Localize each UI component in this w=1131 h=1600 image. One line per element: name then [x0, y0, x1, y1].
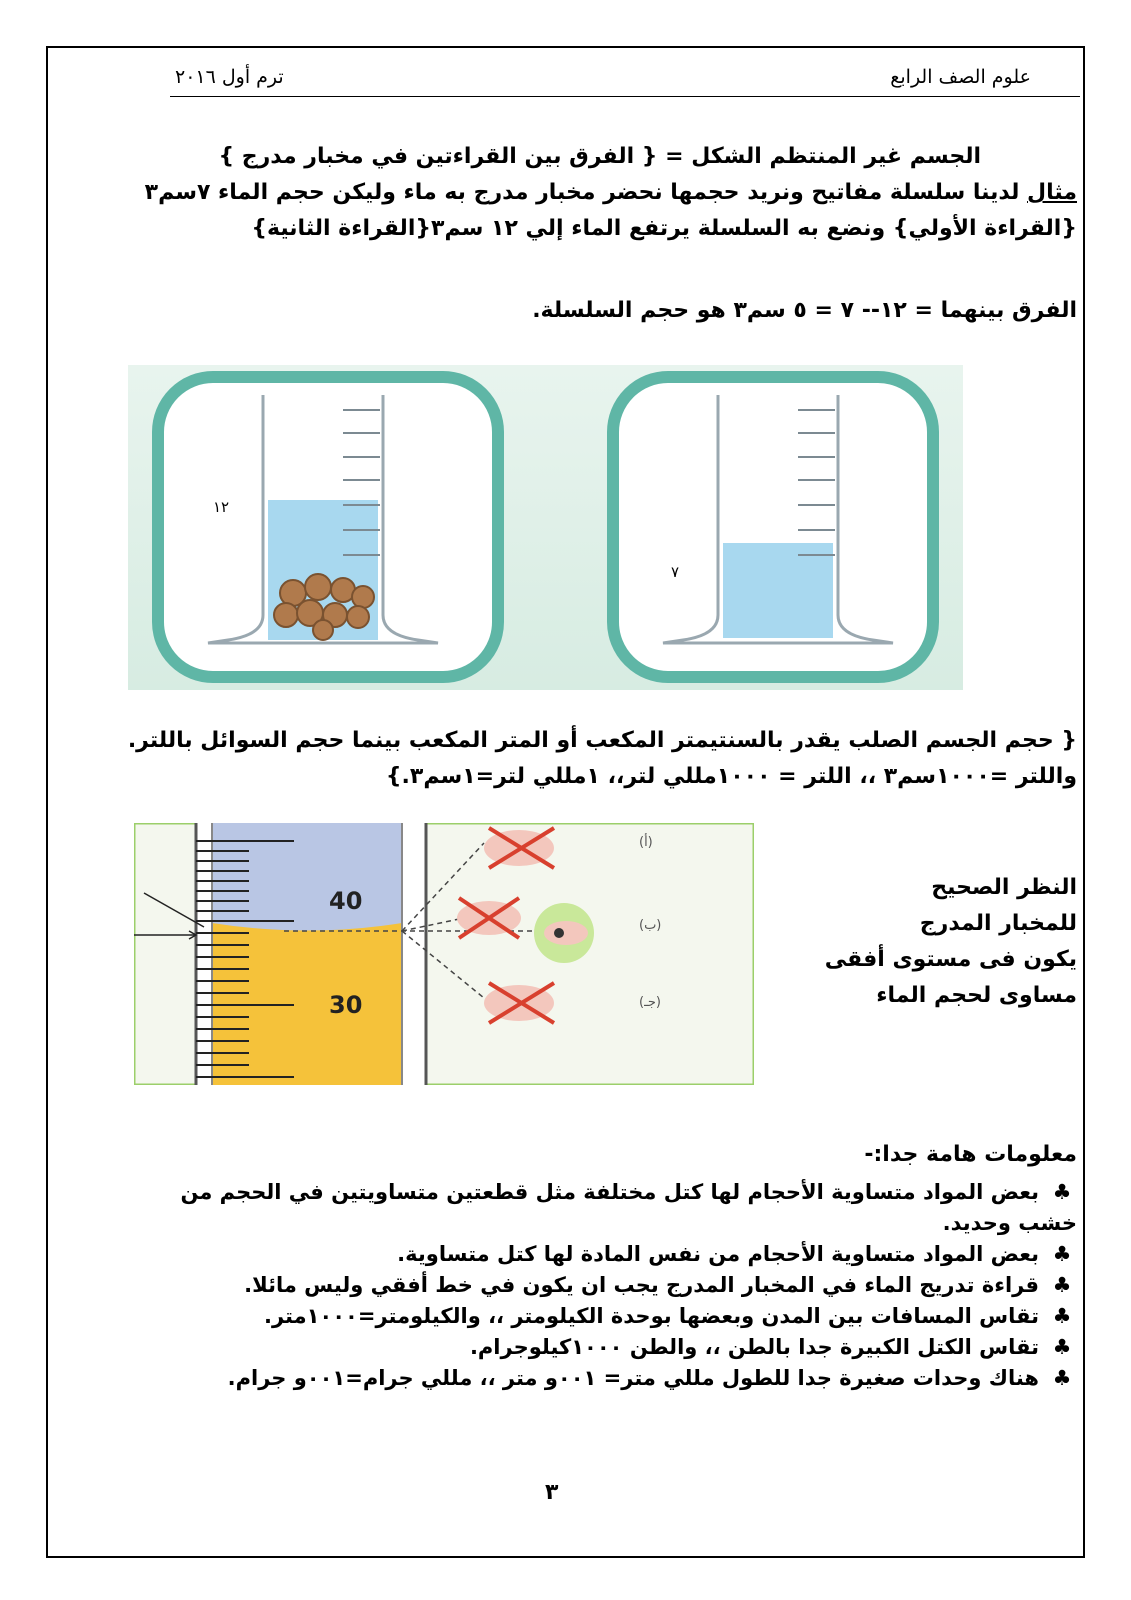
cylinders-figure — [128, 365, 963, 690]
irregular-body-rule: الجسم غير المنتظم الشكل = { الفرق بين القراءتين في مخبار مدرج } — [218, 144, 981, 169]
club-icon: ♣ — [1052, 1366, 1072, 1390]
fact-item-4: ♣تقاس المسافات بين المدن وبعضها بوحدة الكيلومتر ،، والكيلومتر=١٠٠٠متر. — [127, 1301, 1077, 1332]
header-rule — [170, 96, 1080, 97]
club-icon: ♣ — [1052, 1180, 1072, 1204]
example-label: مثال — [1027, 180, 1077, 205]
example-line-2: {القراءة الأولي} ونضع به السلسلة يرتفع الماء إلي ١٢ سم٣{القراءة الثانية} — [251, 216, 1077, 241]
fact-item-6: ♣هناك وحدات صغيرة جدا للطول مللي متر= ٠٠١و متر ،، مللي جرام=٠٠١و جرام. — [127, 1363, 1077, 1394]
example-line-1 — [145, 178, 1077, 208]
club-icon: ♣ — [1052, 1242, 1072, 1266]
label-a: (أ) — [639, 835, 653, 850]
header-subject: علوم الصف الرابع — [890, 66, 1031, 88]
units-line-2: واللتر =١٠٠٠سم٣ ،، اللتر = ١٠٠٠مللي لتر،، ١مللي لتر=١سم٣.} — [385, 764, 1077, 789]
fact-item-1-continuation: خشب وحديد. — [942, 1211, 1077, 1235]
example-text: لدينا سلسلة مفاتيح ونريد حجمها نحضر مخبار مدرج به ماء وليكن حجم الماء ٧سم٣ — [144, 180, 1028, 205]
viewing-figure — [134, 823, 754, 1085]
fact-item-1: ♣بعض المواد متساوية الأحجام لها كتل مختلفة مثل قطعتين متساويتين في الحجم من — [127, 1177, 1077, 1208]
mark-40: 40 — [329, 887, 363, 915]
mark-30: 30 — [329, 991, 363, 1019]
note-line-2: للمخبار المدرج — [919, 911, 1077, 936]
note-line-1: النظر الصحيح — [931, 875, 1077, 900]
facts-list — [127, 1177, 1077, 1394]
units-line-1: { حجم الجسم الصلب يقدر بالسنتيمتر المكعب أو المتر المكعب بينما حجم السوائل باللتر. — [127, 728, 1077, 753]
eye-correct — [534, 903, 594, 963]
difference-line: الفرق بينهما = ١٢-- ٧ = ٥ سم٣ هو حجم السلسلة. — [532, 298, 1077, 323]
fact-item-2: ♣بعض المواد متساوية الأحجام من نفس المادة لها كتل متساوية. — [127, 1239, 1077, 1270]
fact-item-3: ♣قراءة تدريج الماء في المخبار المدرج يجب ان يكون في خط أفقي وليس مائلا. — [127, 1270, 1077, 1301]
club-icon: ♣ — [1052, 1304, 1072, 1328]
page-number: ٣ — [545, 1480, 559, 1505]
eye-wrong-middle — [457, 898, 521, 938]
fact-item-5: ♣تقاس الكتل الكبيرة جدا بالطن ،، والطن ١٠٠٠كيلوجرام. — [127, 1332, 1077, 1363]
right-cylinder-reading: ٧ — [671, 563, 680, 581]
left-cylinder-reading: ١٢ — [213, 498, 230, 516]
viewing-note — [825, 870, 1077, 1014]
header-term: ترم أول ٢٠١٦ — [175, 66, 284, 88]
label-b: (ب) — [639, 918, 662, 933]
note-line-4: مساوى لحجم الماء — [876, 983, 1077, 1008]
label-c: (جـ) — [639, 995, 661, 1010]
club-icon: ♣ — [1052, 1273, 1072, 1297]
club-icon: ♣ — [1052, 1335, 1072, 1359]
note-line-3: يكون فى مستوى أفقى — [824, 947, 1077, 972]
facts-title: معلومات هامة جدا:- — [864, 1142, 1077, 1167]
